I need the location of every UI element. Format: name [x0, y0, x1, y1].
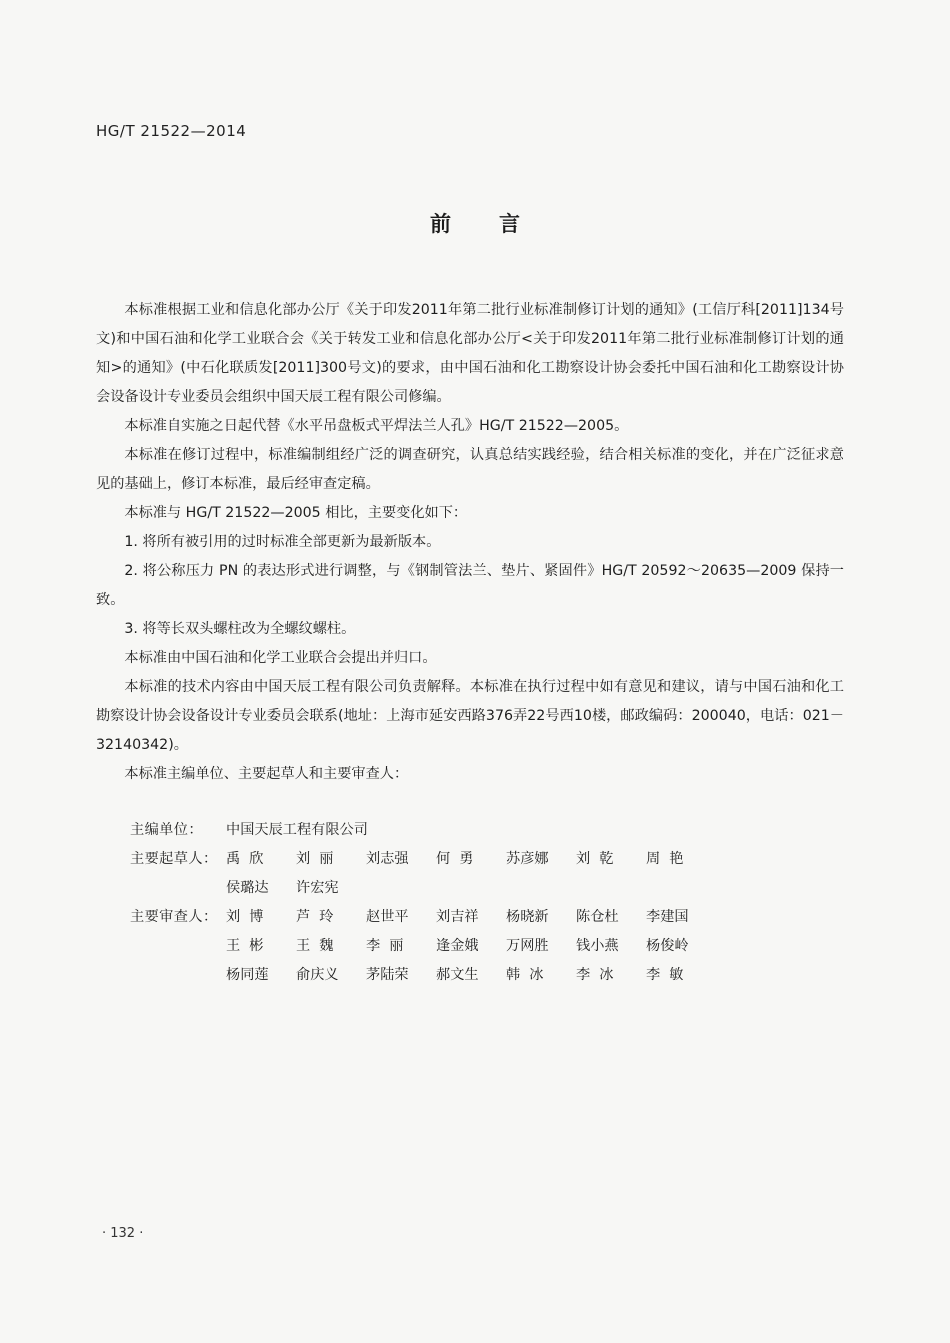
person-name: 芦 玲	[296, 909, 334, 925]
person-name: 李 敏	[646, 967, 684, 983]
person-name: 李 冰	[576, 967, 614, 983]
editor-label: 主编单位：	[130, 822, 203, 838]
person-name: 许宏宪	[296, 880, 339, 896]
page-title: 前言	[430, 212, 568, 236]
change-item: 2. 将公称压力 PN 的表达形式进行调整，与《钢制管法兰、垫片、紧固件》HG/T 20592～20635—2009 保持一致。	[96, 563, 844, 608]
editor-row	[130, 816, 716, 845]
person-name: 赵世平	[366, 909, 409, 925]
person-name: 刘吉祥	[436, 909, 479, 925]
person-name: 陈仓杜	[576, 909, 619, 925]
page-number: · 132 ·	[102, 1226, 144, 1241]
paragraph: 本标准在修订过程中，标准编制组经广泛的调查研究，认真总结实践经验，结合相关标准的变化，并在广泛征求意见的基础上，修订本标准，最后经审查定稿。	[96, 447, 844, 492]
drafters-row	[130, 845, 716, 874]
person-name: 杨晓新	[506, 909, 549, 925]
person-name: 侯璐达	[226, 880, 269, 896]
staff-list	[130, 816, 716, 990]
person-name: 韩 冰	[506, 967, 544, 983]
change-item: 3. 将等长双头螺柱改为全螺纹螺柱。	[124, 621, 356, 637]
drafters-row-2	[130, 874, 716, 903]
person-name: 王 魏	[296, 938, 334, 954]
reviewers-row-2	[130, 932, 716, 961]
reviewers-row-3	[130, 961, 716, 990]
drafters-names	[226, 874, 366, 903]
person-name: 钱小燕	[576, 938, 619, 954]
standard-code: HG/T 21522—2014	[96, 122, 247, 140]
paragraph: 本标准的技术内容由中国天辰工程有限公司负责解释。本标准在执行过程中如有意见和建议，请与中国石油和化工勘察设计协会设备设计专业委员会联系(地址：上海市延安西路376弄22号西10楼，邮政编码：200040，电话：021－32140342)。	[96, 679, 844, 753]
paragraph: 本标准主编单位、主要起草人和主要审查人：	[124, 766, 409, 782]
person-name: 茅陆荣	[366, 967, 409, 983]
drafters-names	[226, 845, 716, 874]
person-name: 万网胜	[506, 938, 549, 954]
person-name: 刘志强	[366, 851, 409, 867]
person-name: 俞庆义	[296, 967, 339, 983]
reviewers-row	[130, 903, 716, 932]
person-name: 苏彦娜	[506, 851, 549, 867]
person-name: 刘 博	[226, 909, 264, 925]
paragraph: 本标准与 HG/T 21522—2005 相比，主要变化如下：	[124, 505, 468, 521]
paragraph: 本标准由中国石油和化学工业联合会提出并归口。	[124, 650, 437, 666]
person-name: 杨俊岭	[646, 938, 689, 954]
drafters-label: 主要起草人：	[130, 851, 218, 867]
person-name: 杨同莲	[226, 967, 269, 983]
paragraph: 本标准自实施之日起代替《水平吊盘板式平焊法兰人孔》HG/T 21522—2005。	[124, 418, 629, 434]
person-name: 郝文生	[436, 967, 479, 983]
person-name: 李 丽	[366, 938, 404, 954]
person-name: 王 彬	[226, 938, 264, 954]
editor-value: 中国天辰工程有限公司	[226, 822, 368, 838]
person-name: 何 勇	[436, 851, 474, 867]
person-name: 逢金娥	[436, 938, 479, 954]
reviewers-names	[226, 932, 716, 961]
reviewers-names	[226, 961, 716, 990]
person-name: 周 艳	[646, 851, 684, 867]
change-item: 1. 将所有被引用的过时标准全部更新为最新版本。	[124, 534, 441, 550]
person-name: 禹 欣	[226, 851, 264, 867]
person-name: 刘 丽	[296, 851, 334, 867]
person-name: 刘 乾	[576, 851, 614, 867]
person-name: 李建国	[646, 909, 689, 925]
paragraph: 本标准根据工业和信息化部办公厅《关于印发2011年第二批行业标准制修订计划的通知》(工信厅科[2011]134号文)和中国石油和化学工业联合会《关于转发工业和信息化部办公厅<关于印发2011年第二批行业标准制修订计划的通知>的通知》(中石化联质发[2011]300号文)的要求，由中国石油和化工勘察设计协会委托中国石油和化工勘察设计协会设备设计专业委员会组织中国天辰工程有限公司修编。	[96, 302, 844, 405]
reviewers-label: 主要审查人：	[130, 909, 218, 925]
reviewers-names	[226, 903, 716, 932]
preface-body	[96, 296, 844, 789]
